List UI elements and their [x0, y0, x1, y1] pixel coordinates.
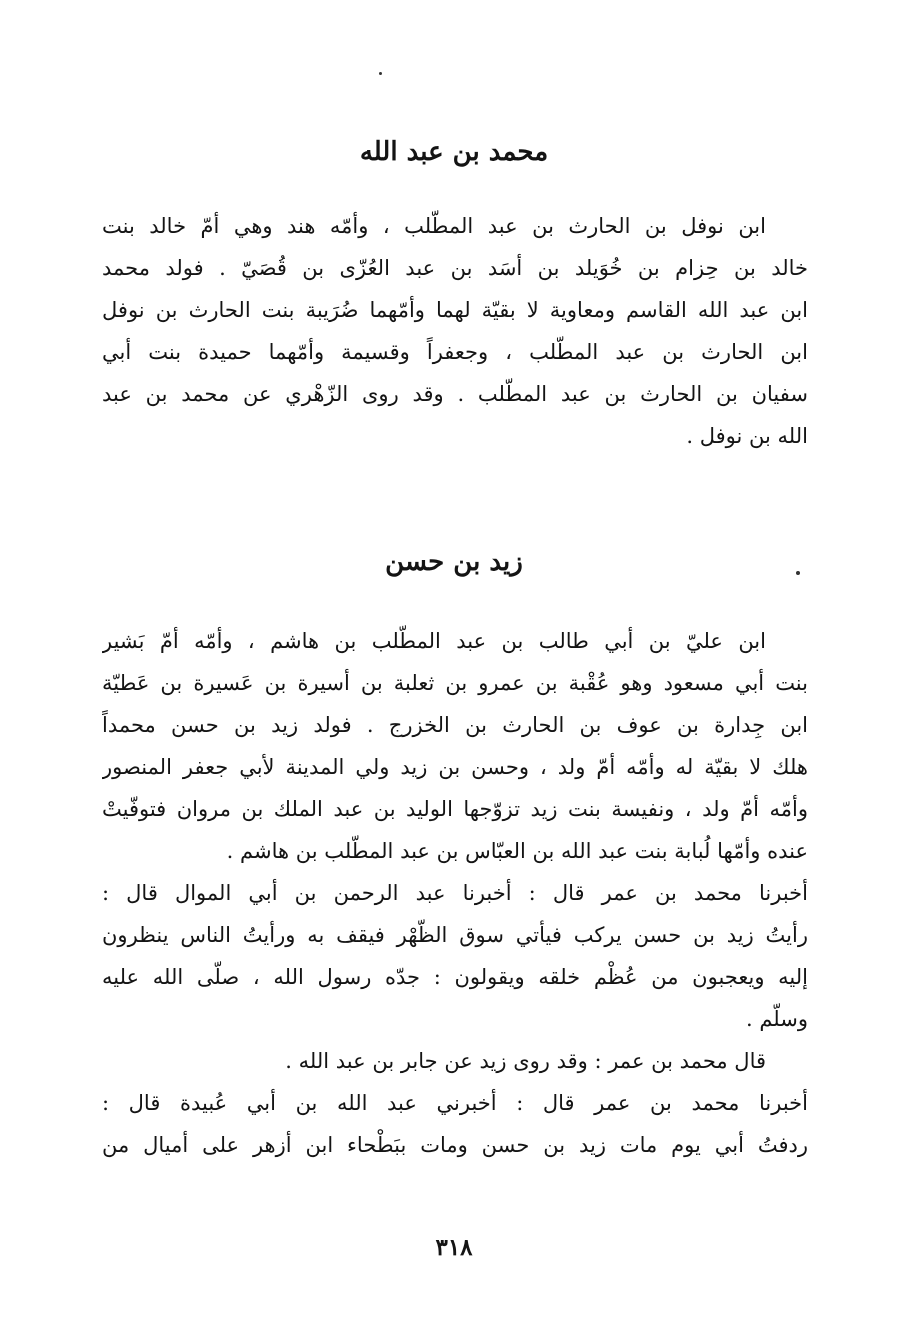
section-title-zayd-ibn-hasan: زيد بن حسن [385, 547, 523, 577]
text-line: ابن نوفل بن الحارث بن عبد المطّلب ، وأمّه هند وهي أمّ خالد بنت [102, 214, 766, 238]
text-line: هلك لا بقيّة له وأمّه أمّ ولد ، وحسن بن زيد ولي المدينة لأبي جعفر المنصور [102, 755, 808, 779]
page-number: ٣١٨ [435, 1234, 473, 1261]
section-title-muhammad-ibn-abdullah: محمد بن عبد الله [359, 137, 549, 167]
text-line: ابن عبد الله القاسم ومعاوية لا بقيّة لهما وأمّهما ضُرَيبة بنت الحارث بن نوفل [102, 298, 808, 322]
text-line: الله بن نوفل . [686, 424, 808, 448]
section-body-muhammad-ibn-abdullah [102, 205, 808, 457]
text-line: وأمّه أمّ ولد ، ونفيسة بنت زيد تزوّجها الوليد بن عبد الملك بن مروان فتوفّيتْ [102, 797, 808, 821]
text-line: خالد بن حِزام بن خُوَيلد بن أسَد بن عبد العُزّى بن قُصَيّ . فولد محمد [102, 256, 808, 280]
margin-mark [796, 571, 800, 575]
text-line: رأيتُ زيد بن حسن يركب فيأتي سوق الظّهْر فيقف به ورأيتُ الناس ينظرون [102, 923, 808, 947]
text-line: قال محمد بن عمر : وقد روى زيد عن جابر بن عبد الله . [285, 1049, 766, 1073]
margin-mark [379, 72, 382, 75]
text-line: عنده وأمّها لُبابة بنت عبد الله بن العبّاس بن عبد المطّلب بن هاشم . [226, 839, 808, 863]
text-line: سفيان بن الحارث بن عبد المطّلب . وقد روى الزّهْري عن محمد بن عبد [102, 382, 808, 406]
text-line: إليه ويعجبون من عُظْم خلقه ويقولون : جدّه رسول الله ، صلّى الله عليه [102, 965, 808, 989]
text-line: ابن الحارث بن عبد المطّلب ، وجعفراً وقسيمة وأمّهما حميدة بنت أبي [102, 340, 808, 364]
text-line: ابن جِدارة بن عوف بن الحارث بن الخزرج . فولد زيد بن حسن محمداً [102, 713, 808, 737]
text-line: أخبرنا محمد بن عمر قال : أخبرنا عبد الرحمن بن أبي الموال قال : [102, 881, 808, 905]
text-line: وسلّم . [745, 1007, 808, 1031]
text-line: أخبرنا محمد بن عمر قال : أخبرني عبد الله بن أبي عُبيدة قال : [102, 1091, 808, 1115]
section-body-zayd-ibn-hasan [102, 620, 808, 1166]
text-line: ردفتُ أبي يوم مات زيد بن حسن ومات ببَطْحاء ابن أزهر على أميال من [102, 1133, 808, 1157]
text-line: ابن عليّ بن أبي طالب بن عبد المطّلب بن هاشم ، وأمّه أمّ بَشير [102, 629, 766, 653]
text-line: بنت أبي مسعود وهو عُقْبة بن عمرو بن ثعلبة بن أسيرة بن عَسيرة بن عَطيّة [102, 671, 808, 695]
